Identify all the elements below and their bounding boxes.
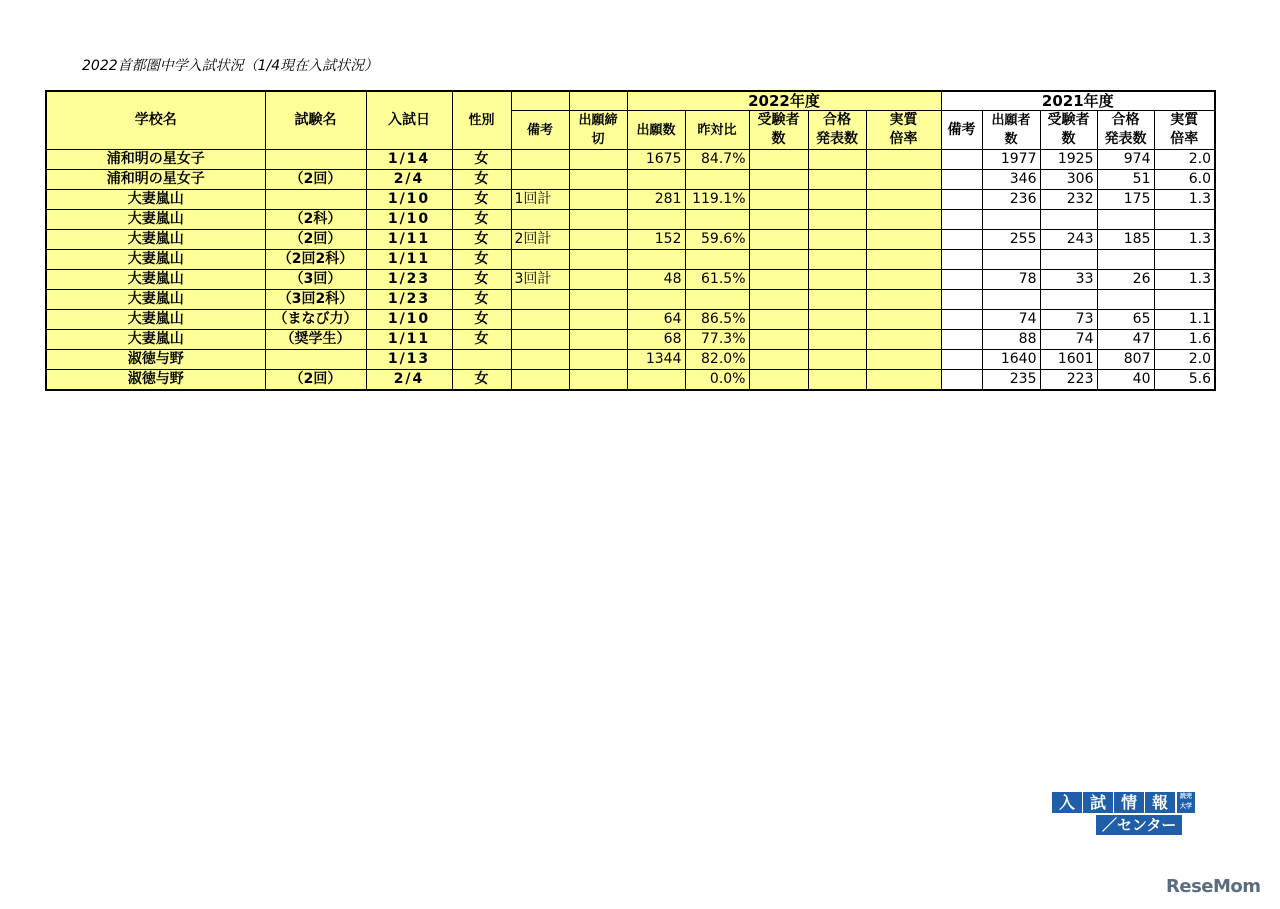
cell-apps21: 346 [982,170,1040,190]
cell-yoy: 84.7% [685,150,749,170]
header-2021-col-3: 合格 発表数 [1097,111,1154,150]
cell-ratio21: 1.3 [1154,270,1215,290]
cell-school: 大妻嵐山 [46,210,265,230]
cell-apps: 1344 [627,350,685,370]
header-school: 学校名 [46,91,265,150]
cell-takers21 [1040,210,1097,230]
cell-takers21: 73 [1040,310,1097,330]
admissions-table [45,90,1216,391]
cell-ratio [866,290,941,310]
cell-takers21 [1040,290,1097,310]
header-2022-col-5: 合格 発表数 [808,111,866,150]
cell-date: 2/4 [366,170,452,190]
cell-note [511,210,569,230]
cell-yoy: 86.5% [685,310,749,330]
cell-passed [808,190,866,210]
cell-date: 1/10 [366,210,452,230]
cell-ratio21: 1.6 [1154,330,1215,350]
cell-passed [808,230,866,250]
cell-note [511,330,569,350]
table-row [46,290,1215,310]
cell-ratio [866,270,941,290]
cell-apps: 152 [627,230,685,250]
cell-exam [265,190,366,210]
cell-exam: （3回2科） [265,290,366,310]
cell-yoy [685,170,749,190]
cell-ratio [866,230,941,250]
cell-takers21: 1925 [1040,150,1097,170]
cell-apps [627,250,685,270]
cell-ratio [866,150,941,170]
logo-bottom-text: ／センター [1096,815,1182,835]
cell-deadline [569,350,627,370]
cell-sex: 女 [452,370,511,391]
cell-yoy [685,290,749,310]
cell-ratio [866,250,941,270]
cell-school: 淑徳与野 [46,370,265,391]
header-2021-col-2: 受験者数 [1040,111,1097,150]
cell-yoy: 77.3% [685,330,749,350]
cell-yoy: 59.6% [685,230,749,250]
cell-school: 大妻嵐山 [46,230,265,250]
cell-apps21: 255 [982,230,1040,250]
table-row [46,210,1215,230]
cell-apps: 68 [627,330,685,350]
logo-char: 情 [1114,792,1145,813]
cell-takers21: 1601 [1040,350,1097,370]
cell-takers [749,150,808,170]
cell-takers [749,270,808,290]
cell-date: 1/23 [366,270,452,290]
cell-takers [749,170,808,190]
nyushi-joho-center-logo [1052,792,1202,836]
cell-exam: （2回2科） [265,250,366,270]
table-row [46,370,1215,391]
header-2022-col-2: 出願数 [627,111,685,150]
cell-takers [749,370,808,391]
header-row-1 [46,91,1215,111]
cell-takers [749,350,808,370]
header-sex: 性別 [452,91,511,150]
cell-ratio21: 5.6 [1154,370,1215,391]
cell-note21 [941,190,982,210]
cell-takers21: 74 [1040,330,1097,350]
cell-passed21: 185 [1097,230,1154,250]
cell-ratio [866,210,941,230]
cell-note [511,170,569,190]
cell-apps [627,210,685,230]
table-row [46,230,1215,250]
cell-ratio21: 2.0 [1154,350,1215,370]
cell-school: 大妻嵐山 [46,290,265,310]
header-2022-col-6: 実質 倍率 [866,111,941,150]
cell-sex: 女 [452,330,511,350]
cell-deadline [569,210,627,230]
cell-ratio [866,350,941,370]
cell-exam: （2回） [265,170,366,190]
cell-ratio21: 1.3 [1154,190,1215,210]
cell-sex: 女 [452,230,511,250]
cell-apps21: 236 [982,190,1040,210]
cell-note: 3回計 [511,270,569,290]
table-row [46,250,1215,270]
cell-takers [749,190,808,210]
cell-deadline [569,230,627,250]
cell-passed [808,370,866,391]
header-blank-2 [569,91,627,111]
cell-apps: 48 [627,270,685,290]
cell-ratio21 [1154,250,1215,270]
cell-apps: 64 [627,310,685,330]
cell-passed21: 974 [1097,150,1154,170]
cell-sex: 女 [452,310,511,330]
cell-takers [749,290,808,310]
cell-passed [808,330,866,350]
cell-passed21: 65 [1097,310,1154,330]
cell-apps21: 88 [982,330,1040,350]
cell-apps21 [982,210,1040,230]
cell-ratio21 [1154,210,1215,230]
cell-ratio21: 2.0 [1154,150,1215,170]
cell-note [511,370,569,391]
header-2021-col-1: 出願者数 [982,111,1040,150]
cell-school: 大妻嵐山 [46,330,265,350]
cell-apps21: 74 [982,310,1040,330]
cell-passed21: 26 [1097,270,1154,290]
cell-passed [808,310,866,330]
cell-sex: 女 [452,250,511,270]
cell-school: 浦和明の星女子 [46,150,265,170]
logo-top-text [1052,792,1175,813]
cell-school: 淑徳与野 [46,350,265,370]
cell-takers21: 232 [1040,190,1097,210]
cell-deadline [569,270,627,290]
cell-ratio21: 1.3 [1154,230,1215,250]
logo-char: 試 [1083,792,1114,813]
cell-note: 2回計 [511,230,569,250]
cell-apps21: 1640 [982,350,1040,370]
header-2022-col-4: 受験者数 [749,111,808,150]
cell-takers [749,210,808,230]
cell-apps21 [982,250,1040,270]
cell-sex: 女 [452,270,511,290]
cell-exam: （3回） [265,270,366,290]
cell-date: 1/14 [366,150,452,170]
cell-yoy: 0.0% [685,370,749,391]
cell-deadline [569,150,627,170]
table-row [46,310,1215,330]
cell-ratio21: 1.1 [1154,310,1215,330]
cell-passed [808,210,866,230]
cell-exam: （2科） [265,210,366,230]
cell-passed21: 807 [1097,350,1154,370]
table-row [46,170,1215,190]
cell-date: 1/11 [366,250,452,270]
cell-note21 [941,170,982,190]
table-row [46,270,1215,290]
cell-passed21: 47 [1097,330,1154,350]
cell-note21 [941,350,982,370]
page-title: 2022首都圏中学入試状況（1/4現在入試状況） [82,58,379,74]
cell-date: 2/4 [366,370,452,391]
cell-takers [749,330,808,350]
cell-passed [808,350,866,370]
header-2021-col-0: 備考 [941,111,982,150]
cell-yoy: 119.1% [685,190,749,210]
cell-apps21 [982,290,1040,310]
cell-deadline [569,250,627,270]
header-2022-col-3: 昨対比 [685,111,749,150]
cell-apps [627,170,685,190]
cell-school: 大妻嵐山 [46,310,265,330]
cell-takers21: 33 [1040,270,1097,290]
cell-date: 1/13 [366,350,452,370]
cell-takers21: 306 [1040,170,1097,190]
table-row [46,150,1215,170]
header-date: 入試日 [366,91,452,150]
cell-apps: 1675 [627,150,685,170]
cell-ratio [866,190,941,210]
header-blank-1 [511,91,569,111]
cell-date: 1/23 [366,290,452,310]
cell-note [511,350,569,370]
cell-exam: （2回） [265,230,366,250]
cell-note [511,150,569,170]
cell-date: 1/10 [366,310,452,330]
cell-takers21 [1040,250,1097,270]
cell-date: 1/11 [366,230,452,250]
cell-sex: 女 [452,170,511,190]
cell-note [511,250,569,270]
logo-small-mark: 読売 大学 [1177,792,1195,813]
cell-note [511,310,569,330]
header-2022-col-1: 出願締切 [569,111,627,150]
logo-char: 報 [1151,793,1168,812]
cell-ratio [866,170,941,190]
cell-exam [265,350,366,370]
table-row [46,190,1215,210]
cell-deadline [569,370,627,391]
cell-note21 [941,330,982,350]
cell-apps: 281 [627,190,685,210]
cell-exam: （2回） [265,370,366,391]
cell-note21 [941,270,982,290]
cell-deadline [569,290,627,310]
cell-takers [749,310,808,330]
cell-ratio21: 6.0 [1154,170,1215,190]
cell-passed21: 40 [1097,370,1154,391]
cell-sex: 女 [452,210,511,230]
cell-apps21: 78 [982,270,1040,290]
cell-passed [808,270,866,290]
cell-apps21: 1977 [982,150,1040,170]
cell-sex: 女 [452,190,511,210]
cell-note21 [941,230,982,250]
header-2021-col-4: 実質 倍率 [1154,111,1215,150]
cell-passed21: 175 [1097,190,1154,210]
cell-deadline [569,170,627,190]
resemom-watermark: ReseMom [1166,876,1261,897]
cell-note21 [941,150,982,170]
cell-note21 [941,250,982,270]
cell-yoy: 82.0% [685,350,749,370]
cell-yoy: 61.5% [685,270,749,290]
cell-apps [627,370,685,391]
cell-passed21: 51 [1097,170,1154,190]
cell-takers21: 243 [1040,230,1097,250]
cell-school: 浦和明の星女子 [46,170,265,190]
logo-char: 入 [1052,792,1083,813]
cell-takers [749,250,808,270]
cell-sex: 女 [452,290,511,310]
cell-school: 大妻嵐山 [46,270,265,290]
cell-deadline [569,190,627,210]
cell-passed [808,290,866,310]
cell-sex: 女 [452,150,511,170]
cell-ratio21 [1154,290,1215,310]
cell-note [511,290,569,310]
cell-apps21: 235 [982,370,1040,391]
cell-exam: （奨学生） [265,330,366,350]
cell-deadline [569,310,627,330]
cell-passed21 [1097,290,1154,310]
cell-note21 [941,290,982,310]
header-year-2021: 2021年度 [941,91,1215,111]
table-row [46,350,1215,370]
cell-yoy [685,210,749,230]
cell-exam: （まなび力） [265,310,366,330]
cell-school: 大妻嵐山 [46,250,265,270]
cell-note21 [941,370,982,391]
cell-passed [808,250,866,270]
cell-ratio [866,370,941,391]
cell-exam [265,150,366,170]
cell-date: 1/10 [366,190,452,210]
cell-sex [452,350,511,370]
cell-deadline [569,330,627,350]
cell-ratio [866,330,941,350]
cell-note: 1回計 [511,190,569,210]
cell-school: 大妻嵐山 [46,190,265,210]
cell-date: 1/11 [366,330,452,350]
header-2022-col-0: 備考 [511,111,569,150]
header-year-2022: 2022年度 [627,91,941,111]
cell-takers [749,230,808,250]
header-exam: 試験名 [265,91,366,150]
table-row [46,330,1215,350]
cell-yoy [685,250,749,270]
cell-ratio [866,310,941,330]
cell-passed [808,150,866,170]
cell-note21 [941,310,982,330]
cell-takers21: 223 [1040,370,1097,391]
cell-apps [627,290,685,310]
cell-passed21 [1097,210,1154,230]
cell-note21 [941,210,982,230]
cell-passed21 [1097,250,1154,270]
cell-passed [808,170,866,190]
